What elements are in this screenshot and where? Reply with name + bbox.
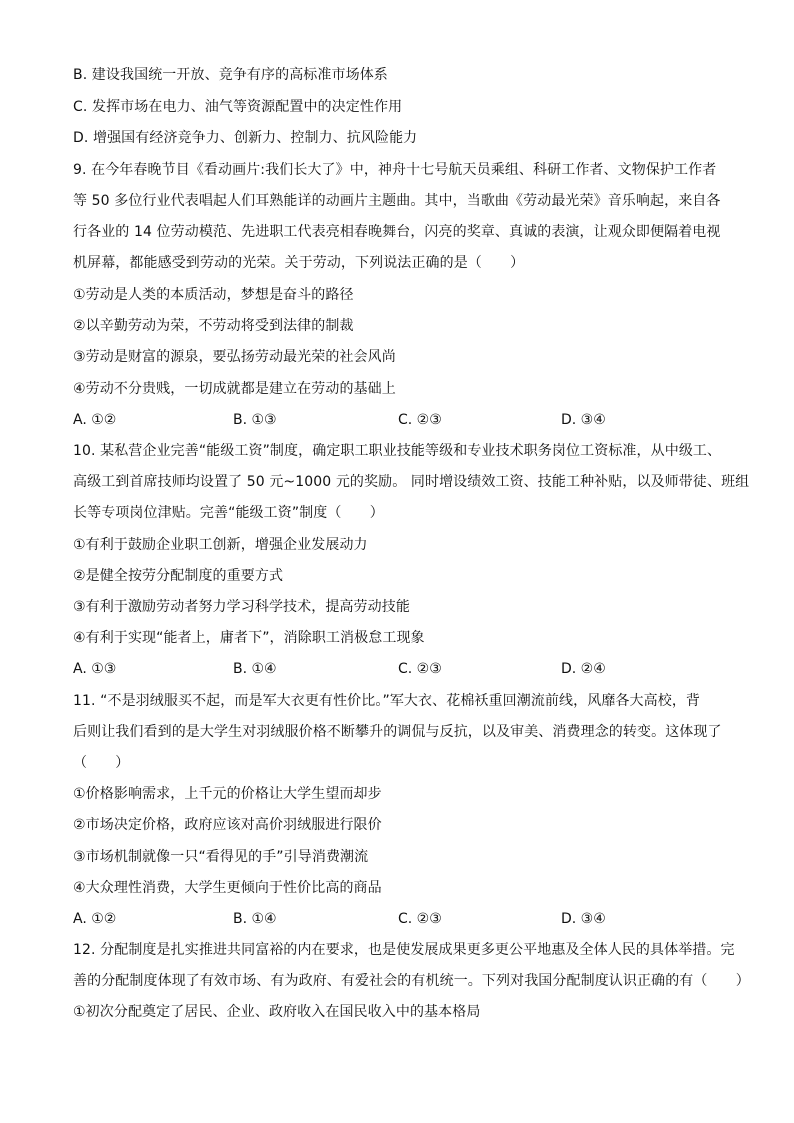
question-11-item: ①价格影响需求，上千元的价格让大学生望而却步 [73, 786, 382, 802]
question-12-stem-line: 12. 分配制度是扎实推进共同富裕的内在要求，也是使发展成果更多更公平地惠及全体人民的具体举措。完 [73, 942, 735, 958]
option-c: C. ②③ [398, 911, 442, 927]
question-9-options [73, 410, 733, 430]
option-d: D. ②④ [561, 661, 606, 677]
question-10-item: ④有利于实现“能者上，庸者下”，消除职工消极怠工现象 [73, 630, 425, 646]
option-d: D. ③④ [561, 412, 606, 428]
question-9-stem-line: 行各业的 14 位劳动模范、先进职工代表亮相春晚舞台，闪亮的奖章、真诚的表演，让观众即便隔着电视 [73, 224, 721, 240]
question-10-stem-line: 长等专项岗位津贴。完善“能级工资”制度（ ） [73, 505, 384, 521]
option-c: C. ②③ [398, 412, 442, 428]
option-d: D. ③④ [561, 911, 606, 927]
question-10-options [73, 659, 733, 679]
question-11-options [73, 909, 733, 929]
option-b: B. ①④ [233, 911, 277, 927]
question-9-item: ④劳动不分贵贱，一切成就都是建立在劳动的基础上 [73, 381, 396, 397]
question-10-item: ②是健全按劳分配制度的重要方式 [73, 568, 284, 584]
question-9-stem-line: 机屏幕，都能感受到劳动的光荣。关于劳动，下列说法正确的是（ ） [73, 255, 525, 271]
question-11-item: ②市场决定价格，政府应该对高价羽绒服进行限价 [73, 817, 382, 833]
prev-option-d: D. 增强国有经济竞争力、创新力、控制力、抗风险能力 [73, 130, 418, 146]
option-a: A. ①② [73, 911, 117, 927]
question-11-item: ④大众理性消费，大学生更倾向于性价比高的商品 [73, 880, 382, 896]
question-10-stem-line: 高级工到首席技师均设置了 50 元~1000 元的奖励。 同时增设绩效工资、技能工种补贴，以及师带徒、班组 [73, 474, 750, 490]
question-10-item: ③有利于激励劳动者努力学习科学技术，提高劳动技能 [73, 599, 410, 615]
question-9-stem-line: 9. 在今年春晚节目《看动画片:我们长大了》中，神舟十七号航天员乘组、科研工作者、文物保护工作者 [73, 162, 717, 178]
question-12-stem-line: 善的分配制度体现了有效市场、有为政府、有爱社会的有机统一。下列对我国分配制度认识正确的有（ ） [73, 973, 750, 989]
question-11-stem-line: 后则让我们看到的是大学生对羽绒服价格不断攀升的调侃与反抗，以及审美、消费理念的转变。这体现了 [73, 724, 722, 740]
question-11-item: ③市场机制就像一只“看得见的手”引导消费潮流 [73, 849, 369, 865]
option-b: B. ①③ [233, 412, 277, 428]
question-10-item: ①有利于鼓励企业职工创新，增强企业发展动力 [73, 537, 368, 553]
prev-option-b: B. 建设我国统一开放、竞争有序的高标准市场体系 [73, 67, 388, 83]
option-a: A. ①② [73, 412, 117, 428]
question-11-stem-line: （ ） [73, 755, 130, 771]
option-a: A. ①③ [73, 661, 117, 677]
option-b: B. ①④ [233, 661, 277, 677]
prev-option-c: C. 发挥市场在电力、油气等资源配置中的决定性作用 [73, 99, 403, 115]
question-10-stem-line: 10. 某私营企业完善“能级工资”制度，确定职工职业技能等级和专业技术职务岗位工资标准，从中级工、 [73, 443, 722, 459]
question-9-item: ③劳动是财富的源泉，要弘扬劳动最光荣的社会风尚 [73, 349, 396, 365]
question-9-item: ②以辛勤劳动为荣，不劳动将受到法律的制裁 [73, 318, 354, 334]
question-11-stem-line: 11. “不是羽绒服买不起，而是军大衣更有性价比。”军大衣、花棉袄重回潮流前线，风靡各大高校，背 [73, 693, 701, 709]
option-c: C. ②③ [398, 661, 442, 677]
question-12-item: ①初次分配奠定了居民、企业、政府收入在国民收入中的基本格局 [73, 1004, 481, 1020]
question-9-stem-line: 等 50 多位行业代表唱起人们耳熟能详的动画片主题曲。其中，当歌曲《劳动最光荣》音乐响起，来自各 [73, 193, 721, 209]
question-9-item: ①劳动是人类的本质活动，梦想是奋斗的路径 [73, 287, 354, 303]
